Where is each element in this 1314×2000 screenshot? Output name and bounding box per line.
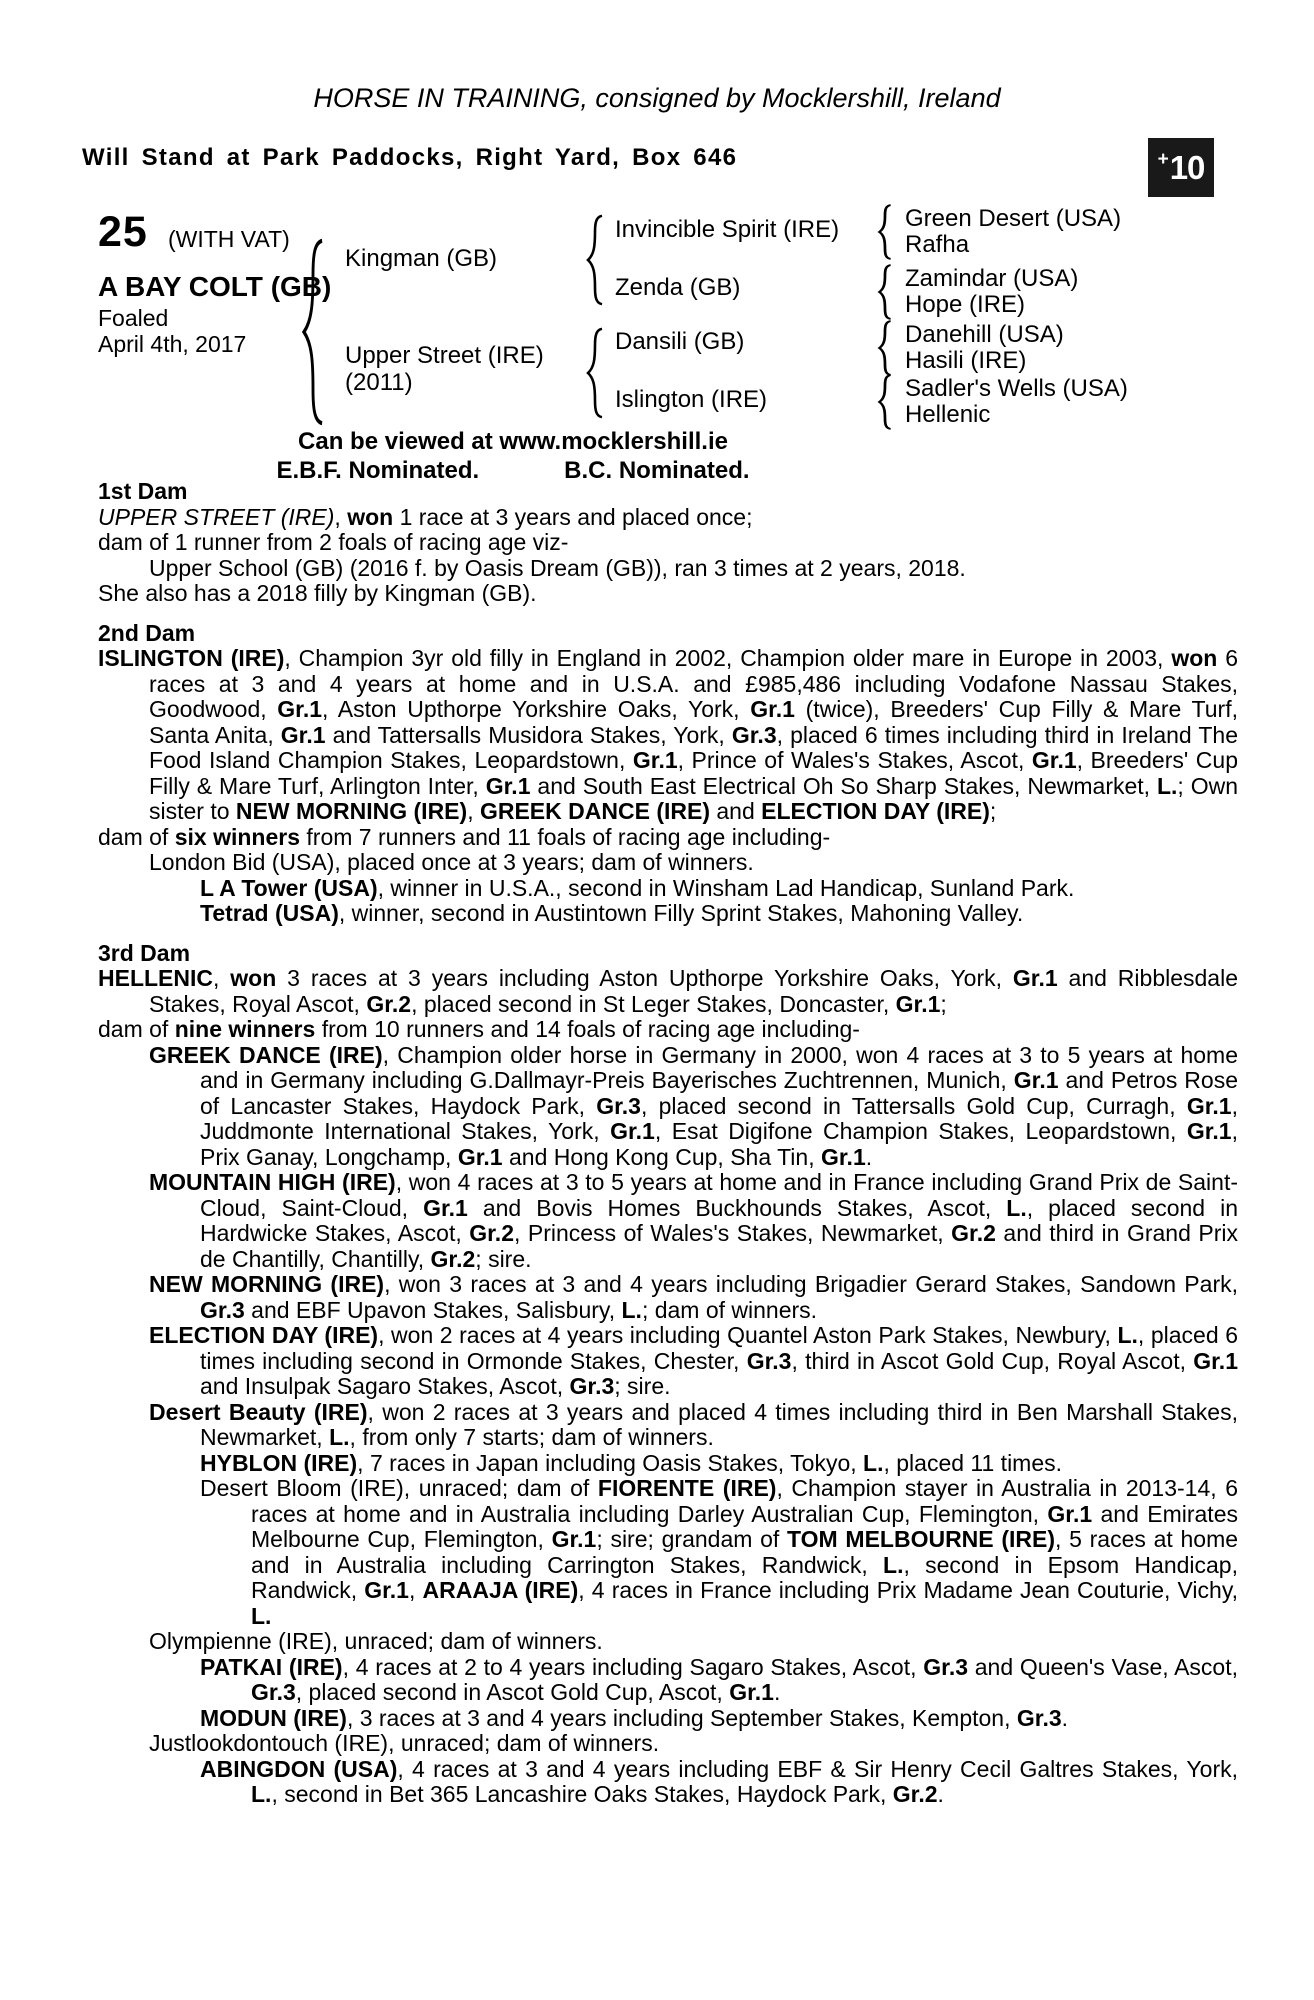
emphasized-text: FIORENTE (IRE) — [597, 1475, 777, 1501]
viewing-notice: Can be viewed at www.mocklershill.ie — [298, 428, 728, 455]
plus10-number: 10 — [1169, 148, 1205, 186]
pedigree-entry: ISLINGTON (IRE), Champion 3yr old filly in England in 2002, Champion older mare in Europe in 2003, won 6 races at 3 and 4 years at home and in U.S.A. and £985,486 including Vodafone Nassau Stakes, Goodwood, Gr.1, Aston Upthorpe Yorkshire Oaks, York, Gr.1 (twice), Breeders' Cup Filly & Mare Turf, Santa Anita, Gr.1 and Tattersalls Musidora Stakes, York, Gr.3, placed 6 times including third in Ireland The Food Island Champion Stakes, Leopardstown, Gr.1, Prince of Wales's Stakes, Ascot, Gr.1, Breeders' Cup Filly & Mare Turf, Arlington Inter, Gr.1 and South East Electrical Oh So Sharp Stakes, Newmarket, L.; Own sister to NEW MORNING (IRE), GREEK DANCE (IRE) and ELECTION DAY (IRE); — [98, 645, 1239, 824]
pedigree-gen3-name: Green Desert (USA) — [905, 205, 1122, 232]
stand-location-line: Will Stand at Park Paddocks, Right Yard, Box 646 — [82, 144, 738, 171]
emphasized-text: Gr.3 — [569, 1373, 615, 1399]
emphasized-text: Gr.2 — [951, 1220, 996, 1246]
emphasized-text: Gr.1 — [1012, 965, 1058, 991]
emphasized-text: L. — [863, 1449, 884, 1476]
emphasized-text: Desert Beauty (IRE) — [149, 1398, 368, 1425]
emphasized-text: Gr.1 — [485, 772, 531, 799]
emphasized-text: ISLINGTON (IRE) — [98, 645, 285, 671]
emphasized-text: Gr.1 — [277, 696, 323, 722]
emphasized-text: won — [1171, 645, 1218, 671]
emphasized-text: nine winners — [174, 1016, 316, 1042]
emphasized-text: L. — [883, 1551, 904, 1578]
emphasized-text: L A Tower (USA) — [200, 874, 378, 901]
pedigree-brace-g3-3 — [877, 320, 893, 376]
dam-sections — [98, 479, 1238, 1808]
dam-heading: 2nd Dam — [98, 619, 196, 646]
emphasized-text: HYBLON (IRE) — [200, 1449, 358, 1476]
horse-description: A BAY COLT (GB) — [98, 271, 332, 302]
emphasized-text: Gr.3 — [1016, 1704, 1062, 1731]
dam-heading: 1st Dam — [98, 478, 188, 504]
emphasized-text: won — [230, 965, 277, 991]
consignment-header: HORSE IN TRAINING, consigned by Mocklershill, Ireland — [313, 83, 1001, 113]
emphasized-text: ELECTION DAY (IRE) — [149, 1322, 379, 1348]
emphasized-text: Gr.1 — [551, 1526, 597, 1552]
emphasized-text: Gr.1 — [750, 696, 795, 722]
emphasized-text: Gr.1 — [610, 1118, 655, 1144]
ebf-nominated: E.B.F. Nominated. — [276, 457, 480, 484]
emphasized-text: Gr.2 — [469, 1220, 514, 1246]
lot-number: 25 — [98, 208, 148, 256]
dam-section — [98, 941, 1238, 1808]
pedigree-entry: dam of 1 runner from 2 foals of racing age viz- — [98, 529, 569, 555]
pedigree-brace-sire — [585, 214, 605, 306]
emphasized-text: HELLENIC — [98, 965, 213, 991]
emphasized-text: Gr.1 — [820, 1143, 866, 1170]
emphasized-text: ELECTION DAY (IRE) — [761, 798, 990, 824]
emphasized-text: Gr.1 — [457, 1143, 503, 1170]
emphasized-text: Gr.3 — [251, 1679, 296, 1705]
emphasized-text: Gr.1 — [280, 721, 326, 748]
pedigree-gen3-name: Rafha — [905, 231, 970, 258]
pedigree-entry: Upper School (GB) (2016 f. by Oasis Dream (GB)), ran 3 times at 2 years, 2018. — [149, 554, 966, 581]
emphasized-text: L. — [251, 1602, 272, 1629]
pedigree-entry: MOUNTAIN HIGH (IRE), won 4 races at 3 to 5 years at home and in France including Grand Prix de Saint-Cloud, Saint-Cloud, Gr.1 and Bovis Homes Buckhounds Stakes, Ascot, L., placed second in Hardwicke Stakes, Ascot, Gr.2, Princess of Wales's Stakes, Newmarket, Gr.2 and third in Grand Prix de Chantilly, Chantilly, Gr.2; sire. — [149, 1169, 1239, 1272]
emphasized-text: GREEK DANCE (IRE) — [479, 798, 710, 824]
pedigree-gen3-name: Hellenic — [905, 401, 991, 428]
emphasized-text: ARAAJA (IRE) — [422, 1577, 579, 1603]
pedigree-brace-dam — [585, 327, 605, 419]
pedigree-entry: Desert Bloom (IRE), unraced; dam of FIORENTE (IRE), Champion stayer in Australia in 2013-14, 6 races at home and in Australia including Darley Australian Cup, Flemington, Gr.1 and Emirates Melbourne Cup, Flemington, Gr.1; sire; grandam of TOM MELBOURNE (IRE), 5 races at home and in Australia including Carrington Stakes, Randwick, L., second in Epsom Handicap, Randwick, Gr.1, ARAAJA (IRE), 4 races in France including Prix Madame Jean Couturie, Vichy, L. — [200, 1475, 1239, 1629]
foaled-date: April 4th, 2017 — [98, 331, 247, 357]
emphasized-text: L. — [621, 1296, 642, 1323]
pedigree-entry: Tetrad (USA), winner, second in Austintown Filly Sprint Stakes, Mahoning Valley. — [200, 900, 1024, 926]
pedigree-entry: PATKAI (IRE), 4 races at 2 to 4 years including Sagaro Stakes, Ascot, Gr.3 and Queen's Vase, Ascot, Gr.3, placed second in Ascot Gold Cup, Ascot, Gr.1. — [200, 1653, 1238, 1705]
pedigree-gen3-name: Danehill (USA) — [905, 321, 1064, 348]
pedigree-dam-year: (2011) — [345, 369, 413, 396]
plus10-plus-sign: + — [1157, 148, 1169, 170]
dam-section — [98, 621, 1238, 927]
emphasized-text: Gr.1 — [895, 990, 941, 1017]
emphasized-text: Gr.3 — [731, 721, 777, 748]
emphasized-text: Gr.3 — [923, 1653, 969, 1680]
pedigree-gen3-name: Sadler's Wells (USA) — [905, 375, 1128, 402]
pedigree-dam-dam: Islington (IRE) — [615, 386, 768, 413]
emphasized-text: ABINGDON (USA) — [200, 1755, 398, 1782]
pedigree-entry: HYBLON (IRE), 7 races in Japan including Oasis Stakes, Tokyo, L., placed 11 times. — [200, 1449, 1063, 1476]
pedigree-entry: Justlookdontouch (IRE), unraced; dam of winners. — [149, 1730, 660, 1756]
pedigree-gen3-name: Hope (IRE) — [905, 291, 1026, 318]
pedigree-entry: dam of six winners from 7 runners and 11 foals of racing age including- — [98, 823, 831, 850]
emphasized-text: Gr.1 — [1047, 1500, 1093, 1527]
pedigree-dam: Upper Street (IRE) — [345, 342, 544, 369]
foaled-label: Foaled — [98, 305, 169, 331]
emphasized-text: L. — [1156, 772, 1178, 799]
pedigree-brace-g3-1 — [877, 204, 893, 260]
pedigree-entry: Olympienne (IRE), unraced; dam of winners. — [149, 1628, 603, 1654]
emphasized-text: won — [347, 503, 394, 530]
pedigree-dam-sire: Dansili (GB) — [615, 328, 745, 355]
emphasized-text: Gr.1 — [1186, 1092, 1232, 1119]
emphasized-text: Gr.1 — [1193, 1347, 1238, 1374]
pedigree-gen3-name: Hasili (IRE) — [905, 347, 1027, 374]
emphasized-text: Gr.2 — [430, 1245, 476, 1272]
pedigree-brace-g3-4 — [877, 374, 893, 430]
pedigree-gen3-name: Zamindar (USA) — [905, 265, 1079, 292]
emphasized-text: GREEK DANCE (IRE) — [149, 1041, 383, 1068]
emphasized-text: Gr.1 — [632, 747, 678, 773]
pedigree-sire-dam: Zenda (GB) — [615, 274, 741, 301]
emphasized-text: MODUN (IRE) — [200, 1704, 347, 1731]
emphasized-text: PATKAI (IRE) — [200, 1653, 343, 1680]
pedigree-entry: UPPER STREET (IRE), won 1 race at 3 years and placed once; — [98, 503, 753, 530]
emphasized-text: Gr.1 — [1031, 747, 1077, 773]
emphasized-text: Gr.3 — [200, 1296, 245, 1323]
pedigree-entry: L A Tower (USA), winner in U.S.A., second in Winsham Lad Handicap, Sunland Park. — [200, 874, 1075, 901]
pedigree-entry: NEW MORNING (IRE), won 3 races at 3 and 4 years including Brigadier Gerard Stakes, Sandown Park, Gr.3 and EBF Upavon Stakes, Salisbury, L.; dam of winners. — [149, 1271, 1238, 1323]
emphasized-text: Gr.3 — [746, 1347, 792, 1374]
pedigree-entry: MODUN (IRE), 3 races at 3 and 4 years including September Stakes, Kempton, Gr.3. — [200, 1704, 1069, 1731]
dam-heading: 3rd Dam — [98, 939, 191, 966]
pedigree-entry: She also has a 2018 filly by Kingman (GB). — [98, 580, 537, 606]
pedigree-entry: Desert Beauty (IRE), won 2 races at 3 years and placed 4 times including third in Ben Marshall Stakes, Newmarket, L., from only 7 starts; dam of winners. — [149, 1398, 1238, 1450]
emphasized-text: Gr.1 — [729, 1679, 774, 1705]
emphasized-text: Gr.2 — [892, 1781, 938, 1807]
emphasized-text: Tetrad (USA) — [200, 900, 339, 926]
emphasized-text: NEW MORNING (IRE) — [235, 798, 468, 824]
bc-nominated: B.C. Nominated. — [564, 457, 750, 484]
emphasized-text: L. — [1006, 1194, 1027, 1221]
dam-section — [98, 479, 1238, 607]
pedigree-entry: ABINGDON (USA), 4 races at 3 and 4 years including EBF & Sir Henry Cecil Galtres Stakes, York, L., second in Bet 365 Lancashire Oaks Stakes, Haydock Park, Gr.2. — [200, 1755, 1238, 1807]
emphasized-text: UPPER STREET (IRE) — [98, 503, 335, 530]
pedigree-entry: ELECTION DAY (IRE), won 2 races at 4 years including Quantel Aston Park Stakes, Newbury, L., placed 6 times including second in Ormonde Stakes, Chester, Gr.3, third in Ascot Gold Cup, Royal Ascot, Gr.1 and Insulpak Sagaro Stakes, Ascot, Gr.3; sire. — [149, 1322, 1238, 1399]
pedigree-entry: GREEK DANCE (IRE), Champion older horse in Germany in 2000, won 4 races at 3 to 5 years at home and in Germany including G.Dallmayr-Preis Bayerisches Zuchtrennen, Munich, Gr.1 and Petros Rose of Lancaster Stakes, Haydock Park, Gr.3, placed second in Tattersalls Gold Cup, Curragh, Gr.1, Juddmonte International Stakes, York, Gr.1, Esat Digifone Champion Stakes, Leopardstown, Gr.1, Prix Ganay, Longchamp, Gr.1 and Hong Kong Cup, Sha Tin, Gr.1. — [149, 1041, 1239, 1170]
emphasized-text: Gr.2 — [366, 990, 412, 1017]
pedigree-entry: London Bid (USA), placed once at 3 years; dam of winners. — [149, 849, 754, 875]
emphasized-text: Gr.1 — [1186, 1118, 1232, 1144]
pedigree-sire-sire: Invincible Spirit (IRE) — [615, 216, 840, 243]
emphasized-text: NEW MORNING (IRE) — [149, 1271, 385, 1297]
pedigree-sire: Kingman (GB) — [345, 245, 498, 272]
emphasized-text: Gr.1 — [1013, 1067, 1059, 1093]
emphasized-text: Gr.3 — [596, 1092, 641, 1119]
emphasized-text: TOM MELBOURNE (IRE) — [787, 1526, 1056, 1552]
pedigree-entry: dam of nine winners from 10 runners and 14 foals of racing age including- — [98, 1016, 860, 1042]
plus10-badge — [1148, 138, 1214, 197]
pedigree-brace-gen1 — [300, 237, 326, 427]
emphasized-text: six winners — [174, 823, 300, 850]
emphasized-text: L. — [329, 1424, 350, 1450]
pedigree-entry: HELLENIC, won 3 races at 3 years including Aston Upthorpe Yorkshire Oaks, York, Gr.1 and Ribblesdale Stakes, Royal Ascot, Gr.2, placed second in St Leger Stakes, Doncaster, Gr.1; — [98, 965, 1238, 1017]
emphasized-text: L. — [251, 1781, 272, 1807]
vat-note: (WITH VAT) — [168, 226, 290, 252]
pedigree-brace-g3-2 — [877, 264, 893, 320]
emphasized-text: Gr.1 — [364, 1577, 409, 1603]
emphasized-text: L. — [1117, 1322, 1138, 1348]
emphasized-text: MOUNTAIN HIGH (IRE) — [149, 1169, 396, 1195]
emphasized-text: Gr.1 — [423, 1194, 468, 1221]
